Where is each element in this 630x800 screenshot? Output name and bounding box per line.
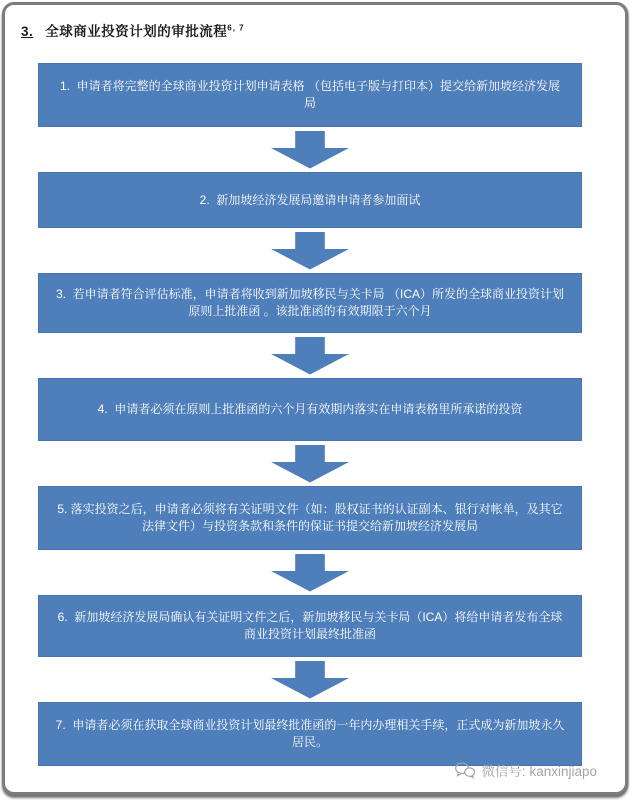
- wechat-icon: [454, 761, 476, 779]
- watermark: [454, 760, 597, 780]
- down-arrow-icon: [271, 131, 349, 169]
- connector-6: [38, 657, 582, 702]
- flow-step-1: 1. 申请者将完整的全球商业投资计划申请表格 （包括电子版与打印本）提交给新加坡经济发展局: [38, 63, 582, 127]
- connector-4: [38, 441, 582, 486]
- connector-5: [38, 550, 582, 595]
- title-number: 3.: [21, 24, 34, 39]
- down-arrow-icon: [271, 445, 349, 483]
- connector-1: [38, 127, 582, 172]
- down-arrow-icon: [271, 232, 349, 270]
- title-text: 全球商业投资计划的审批流程: [45, 24, 228, 39]
- flow-step-5: 5. 落实投资之后，申请者必须将有关证明文件（如：股权证书的认证副本、银行对帐单，及其它法律文件）与投资条款和条件的保证书提交给新加坡经济发展局: [38, 486, 582, 550]
- connector-2: [38, 228, 582, 273]
- flow-step-4: 4. 申请者必须在原则上批准函的六个月有效期内落实在申请表格里所承诺的投资: [38, 378, 582, 441]
- down-arrow-icon: [271, 661, 349, 699]
- flow-step-7: 7. 申请者必须在获取全球商业投资计划最终批准函的一年内办理相关手续，正式成为新加坡永久居民。: [38, 702, 582, 766]
- page-frame: [2, 2, 628, 795]
- flowchart: [38, 63, 582, 766]
- down-arrow-icon: [271, 554, 349, 592]
- flow-step-2: 2. 新加坡经济发展局邀请申请者参加面试: [38, 172, 582, 228]
- flow-step-3: 3. 若申请者符合评估标准，申请者将收到新加坡移民与关卡局 （ICA）所发的全球商业投资计划原则上批准函 。该批准函的有效期限于六个月: [38, 273, 582, 333]
- flow-step-6: 6. 新加坡经济发展局确认有关证明文件之后，新加坡移民与关卡局（ICA）将给申请者发布全球商业投资计划最终批准函: [38, 595, 582, 657]
- page-title: [21, 20, 245, 40]
- footnote-superscript: 6, 7: [227, 23, 245, 33]
- watermark-label: 微信号: kanxinjiapo: [481, 764, 597, 779]
- down-arrow-icon: [271, 337, 349, 375]
- connector-3: [38, 333, 582, 378]
